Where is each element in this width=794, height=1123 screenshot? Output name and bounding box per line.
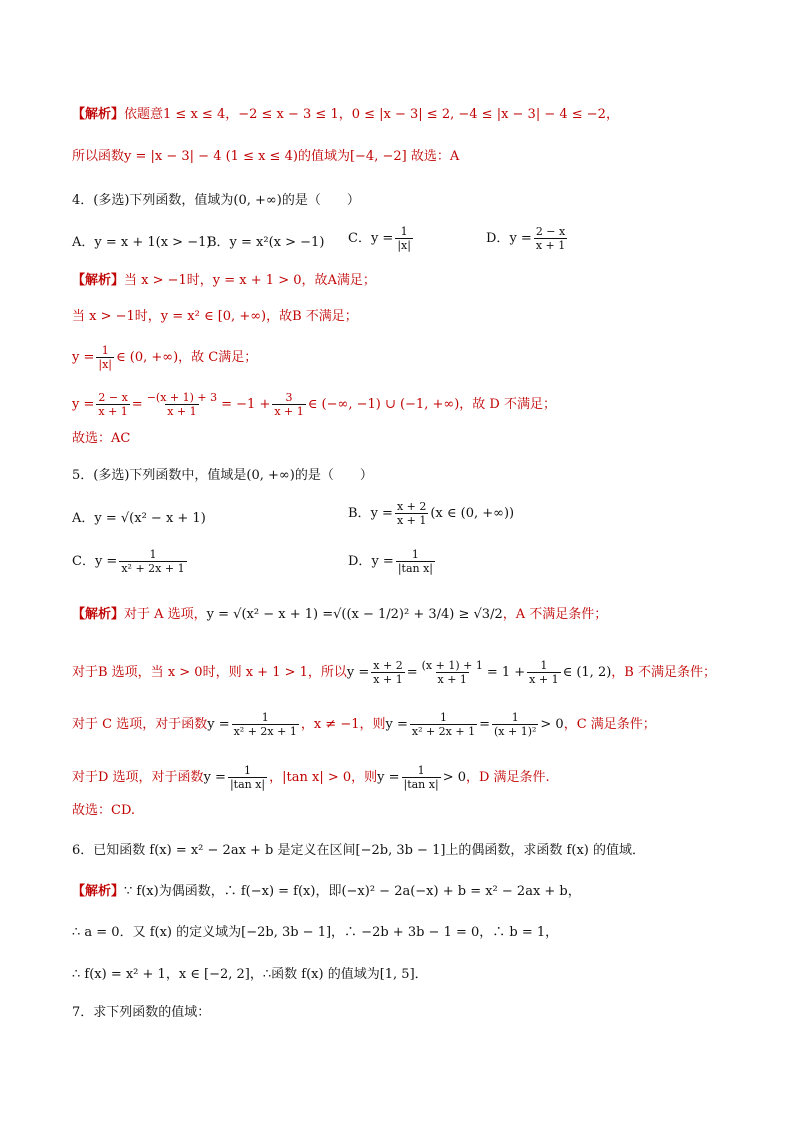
- numerator: 1: [417, 764, 425, 777]
- math: ∈ (1, 2): [562, 665, 612, 680]
- solution-text: 所以函数: [72, 149, 125, 164]
- option-label: D．: [486, 231, 510, 246]
- math: y =: [370, 506, 393, 521]
- question-title: 7．求下列函数的值域：: [72, 1005, 211, 1020]
- fraction: [145, 391, 219, 418]
- fraction: [228, 764, 267, 791]
- fraction: [96, 344, 114, 371]
- solution-tag: 【解析】: [72, 107, 125, 122]
- fraction: [96, 391, 129, 418]
- math: y =: [207, 717, 230, 732]
- solution-text: 对于D 选项，对于函数: [72, 770, 204, 785]
- numerator: x + 2: [373, 659, 403, 672]
- math: y =: [385, 717, 408, 732]
- solution-text: ，B 不满足条件；: [611, 665, 716, 680]
- option-a: A．y = x + 1(x > −1): [72, 235, 212, 250]
- solution-line: [72, 606, 607, 624]
- math: y =: [346, 665, 370, 680]
- solution-text: ，D 满足条件.: [465, 770, 550, 785]
- solution-line: 当 x > −1时，y = x² ∈ [0, +∞)，故B 不满足；: [72, 309, 358, 324]
- fraction: [396, 548, 435, 575]
- fraction: [492, 711, 538, 738]
- option-b: B．y = x²(x > −1): [207, 235, 325, 250]
- math: y =: [371, 554, 394, 569]
- math: y =: [509, 231, 532, 246]
- math: =: [131, 397, 143, 412]
- denominator: (x + 1)²: [494, 725, 537, 738]
- solution-line: ∴ f(x) = x² + 1，x ∈ [−2, 2]，∴函数 f(x) 的值域为[1, 5]．: [72, 967, 428, 982]
- solution-line: [72, 659, 716, 686]
- math: y = √(x² − x + 1): [94, 511, 206, 526]
- solution-line: [72, 148, 459, 166]
- numerator: 1: [149, 548, 157, 561]
- math: y =: [377, 770, 400, 785]
- math: > 0: [540, 717, 564, 732]
- solution-line: [72, 344, 257, 371]
- math: = −1 +: [221, 397, 271, 412]
- numerator: 1: [540, 659, 548, 672]
- option-label: D．: [348, 554, 372, 569]
- fraction: [232, 711, 299, 738]
- numerator: 1: [244, 764, 252, 777]
- numerator: 1: [511, 711, 519, 724]
- denominator: x + 1: [167, 405, 197, 418]
- solution-tag: 【解析】: [72, 884, 125, 899]
- denominator: x + 1: [274, 405, 304, 418]
- fraction: [420, 659, 485, 686]
- option-a: [72, 510, 206, 528]
- solution-text: 的值域为: [297, 149, 350, 164]
- solution-text: 对于 C 选项，对于函数: [72, 717, 208, 732]
- denominator: |tan x|: [229, 778, 266, 791]
- math: =: [406, 665, 418, 680]
- numerator: 2 − x: [535, 225, 566, 238]
- solution-text: ∈ (0, +∞)，故 C满足；: [116, 350, 258, 365]
- solution-text: 依题意: [124, 107, 164, 122]
- solution-text: ∈ (−∞, −1) ∪ (−1, +∞)，故 D 不满足；: [307, 397, 556, 412]
- option-label: A．: [72, 511, 95, 526]
- numerator: (x + 1) + 1: [421, 659, 483, 672]
- answer-letter: A: [449, 149, 460, 164]
- solution-line: ∴ a = 0．又 f(x) 的定义域为[−2b, 3b − 1]，∴ −2b + 3b − 1 = 0，∴ b = 1，: [72, 925, 559, 940]
- solution-math: 1 ≤ x ≤ 4，−2 ≤ x − 3 ≤ 1，0 ≤ |x − 3| ≤ 2, −4 ≤ |x − 3| − 4 ≤ −2，: [163, 107, 619, 122]
- fraction: [534, 225, 567, 252]
- fraction: [395, 225, 413, 252]
- fraction: [410, 711, 477, 738]
- solution-text: ，x ≠ −1，则: [300, 717, 386, 732]
- math: (x ∈ (0, +∞)): [430, 506, 515, 521]
- solution-text: 对于B 选项，当 x > 0时，则 x + 1 > 1，所以: [72, 665, 347, 680]
- solution-line: [72, 883, 581, 901]
- fraction: [272, 391, 305, 418]
- math: √((x − 1/2)² + 3/4) ≥ √3/2: [333, 607, 503, 622]
- denominator: x + 1: [98, 405, 128, 418]
- question-title: 5．(多选)下列函数中，值域是(0, +∞)的是（ ）: [72, 468, 373, 483]
- solution-text: ，|tan x| > 0，则: [269, 770, 378, 785]
- solution-tag: 【解析】: [72, 273, 125, 288]
- numerator: 1: [439, 711, 447, 724]
- question-title: 4．(多选)下列函数，值域为(0, +∞)的是（ ）: [72, 193, 360, 208]
- denominator: |x|: [397, 239, 411, 252]
- fraction: [119, 548, 186, 575]
- math: y =: [72, 397, 95, 412]
- solution-math: [−4, −2]: [349, 149, 407, 164]
- math: y =: [203, 770, 226, 785]
- solution-text: 当 x > −1时，y = x + 1 > 0，故A满足；: [124, 273, 376, 288]
- numerator: 2 − x: [98, 391, 128, 404]
- fraction: [395, 500, 428, 527]
- answer-line: 故选：CD.: [72, 803, 136, 818]
- solution-math: y = |x − 3| − 4 (1 ≤ x ≤ 4): [124, 149, 298, 164]
- numerator: 3: [285, 391, 293, 404]
- denominator: x² + 2x + 1: [121, 562, 185, 575]
- denominator: x² + 2x + 1: [411, 725, 476, 738]
- solution-text: 对于 A 选项，: [124, 607, 207, 622]
- solution-text: ，A 不满足条件；: [502, 607, 608, 622]
- solution-text: 故选：: [410, 149, 450, 164]
- solution-line: [72, 711, 656, 738]
- fraction: [527, 659, 560, 686]
- numerator: 1: [101, 344, 109, 357]
- numerator: 1: [261, 711, 269, 724]
- denominator: x + 1: [373, 673, 403, 686]
- solution-line: [72, 391, 556, 418]
- math: y =: [94, 554, 118, 569]
- denominator: x + 1: [396, 514, 427, 527]
- option-c: [348, 225, 415, 252]
- option-d: [348, 548, 437, 575]
- option-c: [72, 548, 189, 575]
- math: > 0: [442, 770, 466, 785]
- solution-text: ，C 满足条件；: [563, 717, 656, 732]
- denominator: |x|: [98, 358, 112, 371]
- option-label: C．: [72, 554, 95, 569]
- denominator: x + 1: [535, 239, 566, 252]
- math: = 1 +: [486, 665, 526, 680]
- solution-tag: 【解析】: [72, 607, 125, 622]
- denominator: x + 1: [529, 673, 559, 686]
- fraction: [371, 659, 404, 686]
- math: =: [479, 717, 490, 732]
- math: y =: [72, 350, 95, 365]
- option-label: C．: [348, 231, 371, 246]
- solution-line: [72, 764, 550, 791]
- solution-line: [72, 106, 619, 124]
- numerator: 1: [400, 225, 408, 238]
- numerator: −(x + 1) + 3: [146, 391, 218, 404]
- option-d: [486, 225, 569, 252]
- numerator: 1: [411, 548, 419, 561]
- denominator: |tan x|: [397, 562, 433, 575]
- solution-line: [72, 272, 376, 290]
- math: y = √(x² − x + 1) =: [206, 607, 334, 622]
- denominator: |tan x|: [403, 778, 439, 791]
- question-title: 6．已知函数 f(x) = x² − 2ax + b 是定义在区间[−2b, 3b − 1]上的偶函数，求函数 f(x) 的值域．: [72, 843, 645, 858]
- option-b: [348, 500, 514, 527]
- solution-text: ∵ f(x)为偶函数，∴ f(−x) = f(x)，即(−x)² − 2a(−x) + b = x² − 2ax + b，: [124, 884, 581, 899]
- option-label: B．: [348, 506, 371, 521]
- math: y =: [370, 231, 394, 246]
- denominator: x + 1: [437, 673, 467, 686]
- denominator: x² + 2x + 1: [233, 725, 297, 738]
- numerator: x + 2: [396, 500, 427, 513]
- fraction: [402, 764, 441, 791]
- answer-line: 故选：AC: [72, 431, 131, 446]
